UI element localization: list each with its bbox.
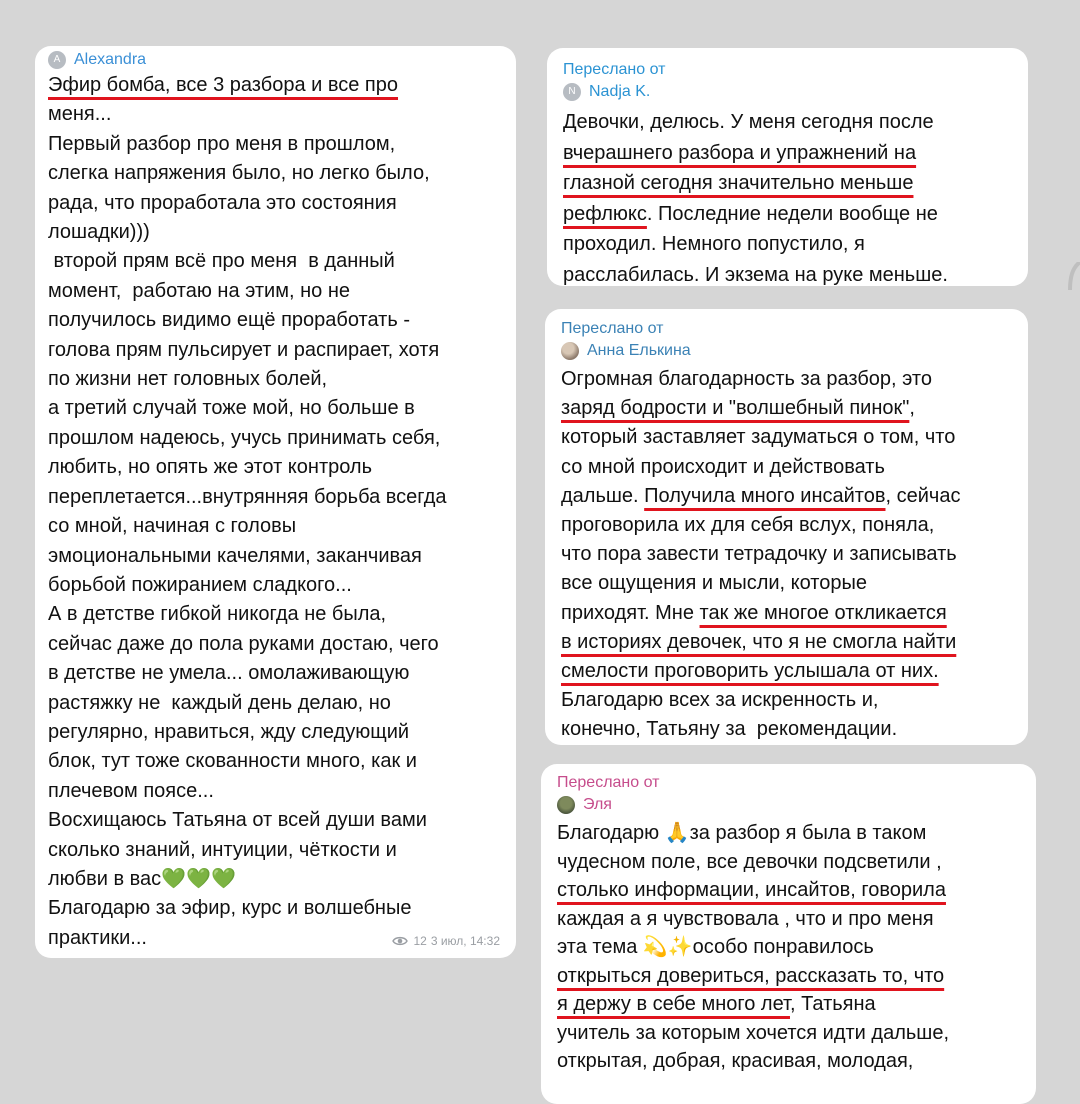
forwarded-label: Переслано от bbox=[563, 61, 666, 78]
message-line: борьбой пожиранием сладкого... bbox=[48, 573, 352, 596]
views-eye-icon bbox=[392, 935, 408, 947]
message-line: чудесном поле, все девочки подсветили , bbox=[557, 850, 942, 873]
message-line: блок, тут тоже скованности много, как и bbox=[48, 750, 417, 773]
message-line: проходил. Немного попустило, я bbox=[563, 233, 865, 255]
highlighted-phrase: глазной сегодня значительно меньше bbox=[563, 172, 914, 194]
message-text bbox=[563, 107, 1028, 286]
message-line bbox=[561, 628, 1028, 657]
message-line: рефлюкс. Последние недели вообще не bbox=[563, 202, 938, 225]
message-bubble-alexandra[interactable] bbox=[35, 46, 516, 958]
highlighted-phrase: смелости проговорить услышала от них. bbox=[561, 660, 939, 683]
highlighted-phrase: открыться довериться, рассказать то, что bbox=[557, 964, 945, 987]
message-line: слегка напряжения было, но легко было, bbox=[48, 162, 430, 185]
message-bubble-anna[interactable] bbox=[545, 309, 1028, 745]
message-line: меня... bbox=[48, 103, 112, 126]
highlighted-phrase: так же многое откликается bbox=[699, 601, 947, 624]
message-line: приходят. Мне так же многое откликается bbox=[561, 601, 947, 624]
message-line: эмоциональными качелями, заканчивая bbox=[48, 544, 422, 567]
message-line: получилось видимо ещё проработать - bbox=[48, 309, 410, 332]
message-line: рада, что проработала это состояния bbox=[48, 191, 397, 214]
message-line: что пора завести тетрадочку и записывать bbox=[561, 543, 957, 566]
highlighted-phrase: столько информации, инсайтов, говорила bbox=[557, 879, 946, 901]
message-line: дальше. Получила много инсайтов, сейчас bbox=[561, 484, 961, 507]
message-line: растяжку не каждый день делаю, но bbox=[48, 691, 391, 714]
message-line: плечевом поясе... bbox=[48, 779, 214, 802]
message-line: второй прям всё про меня в данный bbox=[48, 250, 395, 273]
message-line bbox=[557, 876, 1036, 905]
message-line bbox=[563, 138, 1028, 169]
message-line: эта тема 💫✨особо понравилось bbox=[557, 936, 874, 958]
avatar[interactable]: A bbox=[48, 51, 66, 69]
message-line: проговорила их для себя вслух, поняла, bbox=[561, 514, 935, 537]
sender-name[interactable]: Alexandra bbox=[74, 51, 147, 68]
sender-name[interactable]: Анна Елькина bbox=[587, 342, 691, 359]
message-line: Огромная благодарность за разбор, это bbox=[561, 368, 932, 390]
message-time: 3 июл, 14:32 bbox=[430, 934, 500, 948]
message-line: Первый разбор про меня в прошлом, bbox=[48, 132, 396, 155]
message-line: со мной происходит и действовать bbox=[561, 455, 885, 478]
message-line: все ощущения и мысли, которые bbox=[561, 572, 867, 595]
message-text bbox=[48, 71, 516, 953]
message-line: лошадки))) bbox=[48, 221, 150, 244]
message-line: заряд бодрости и "волшебный пинок", bbox=[561, 397, 915, 420]
highlighted-phrase: Получила много инсайтов bbox=[644, 484, 886, 507]
message-meta bbox=[392, 934, 500, 948]
message-line: в детстве не умела... омолаживающую bbox=[48, 662, 410, 685]
sender-row bbox=[563, 81, 1028, 103]
message-line: сколько знаний, интуиции, чёткости и bbox=[48, 838, 397, 861]
message-bubble-nadja[interactable] bbox=[547, 48, 1028, 286]
highlighted-phrase: рефлюкс bbox=[563, 202, 647, 225]
message-text bbox=[557, 819, 1036, 1076]
scrollbar-corner bbox=[1068, 262, 1080, 290]
avatar[interactable] bbox=[561, 342, 579, 360]
sender-row bbox=[557, 794, 1036, 816]
message-line: Благодарю 🙏за разбор я была в таком bbox=[557, 822, 927, 844]
message-line: который заставляет задуматься о том, что bbox=[561, 426, 956, 449]
highlighted-phrase: заряд бодрости и "волшебный пинок" bbox=[561, 397, 910, 420]
message-line: Девочки, делюсь. У меня сегодня после bbox=[563, 111, 934, 133]
message-line: по жизни нет головных болей, bbox=[48, 368, 328, 391]
message-bubble-elya[interactable] bbox=[541, 764, 1036, 1104]
message-line: любви в вас💚💚💚 bbox=[48, 867, 236, 890]
message-line bbox=[561, 657, 1028, 686]
message-line: сейчас даже до пола руками достаю, чего bbox=[48, 632, 439, 655]
message-line: я держу в себе много лет, Татьяна bbox=[557, 993, 876, 1015]
message-text bbox=[561, 365, 1028, 745]
message-line: прошлом надеюсь, учусь принимать себя, bbox=[48, 426, 441, 449]
message-line: любить, но опять же этот контроль bbox=[48, 456, 372, 479]
message-line: а третий случай тоже мой, но больше в bbox=[48, 397, 415, 420]
message-line: расслабилась. И экзема на руке меньше. bbox=[563, 263, 948, 286]
message-line: Восхищаюсь Татьяна от всей души вами bbox=[48, 809, 427, 832]
avatar[interactable] bbox=[557, 796, 575, 814]
forwarded-label: Переслано от bbox=[561, 320, 664, 337]
message-line: А в детстве гибкой никогда не была, bbox=[48, 603, 387, 626]
highlighted-phrase: в историях девочек, что я не смогла найти bbox=[561, 630, 957, 653]
message-line: регулярно, нравиться, жду следующий bbox=[48, 720, 410, 743]
sender-name[interactable]: Nadja K. bbox=[589, 83, 651, 100]
message-line: со мной, начиная с головы bbox=[48, 515, 297, 538]
message-line: Благодарю всех за искренность и, bbox=[561, 689, 879, 712]
avatar[interactable]: N bbox=[563, 83, 581, 101]
message-line: каждая а я чувствовала , что и про меня bbox=[557, 907, 934, 930]
forwarded-label: Переслано от bbox=[557, 774, 660, 791]
message-line bbox=[563, 168, 1028, 199]
message-line: голова прям пульсирует и распирает, хотя bbox=[48, 338, 440, 361]
message-line: переплетается...внутрянняя борьба всегда bbox=[48, 485, 447, 508]
message-line: открытая, добрая, красивая, молодая, bbox=[557, 1050, 914, 1072]
sender-row bbox=[561, 340, 1028, 362]
highlighted-phrase: вчерашнего разбора и упражнений на bbox=[563, 141, 917, 164]
sender-row bbox=[48, 49, 516, 71]
sender-name[interactable]: Эля bbox=[583, 796, 612, 813]
views-count: 12 bbox=[413, 934, 427, 948]
message-line: учитель за которым хочется идти дальше, bbox=[557, 1021, 950, 1044]
message-line: Благодарю за эфир, курс и волшебные bbox=[48, 897, 412, 920]
highlighted-phrase: я держу в себе много лет bbox=[557, 993, 790, 1015]
highlighted-phrase: Эфир бомба, все 3 разбора и все про bbox=[48, 74, 399, 96]
message-line: момент, работаю на этим, но не bbox=[48, 279, 350, 302]
message-line bbox=[557, 962, 1036, 991]
message-line: практики... bbox=[48, 926, 147, 949]
message-line bbox=[48, 71, 516, 100]
message-line: конечно, Татьяну за рекомендации. bbox=[561, 718, 898, 741]
